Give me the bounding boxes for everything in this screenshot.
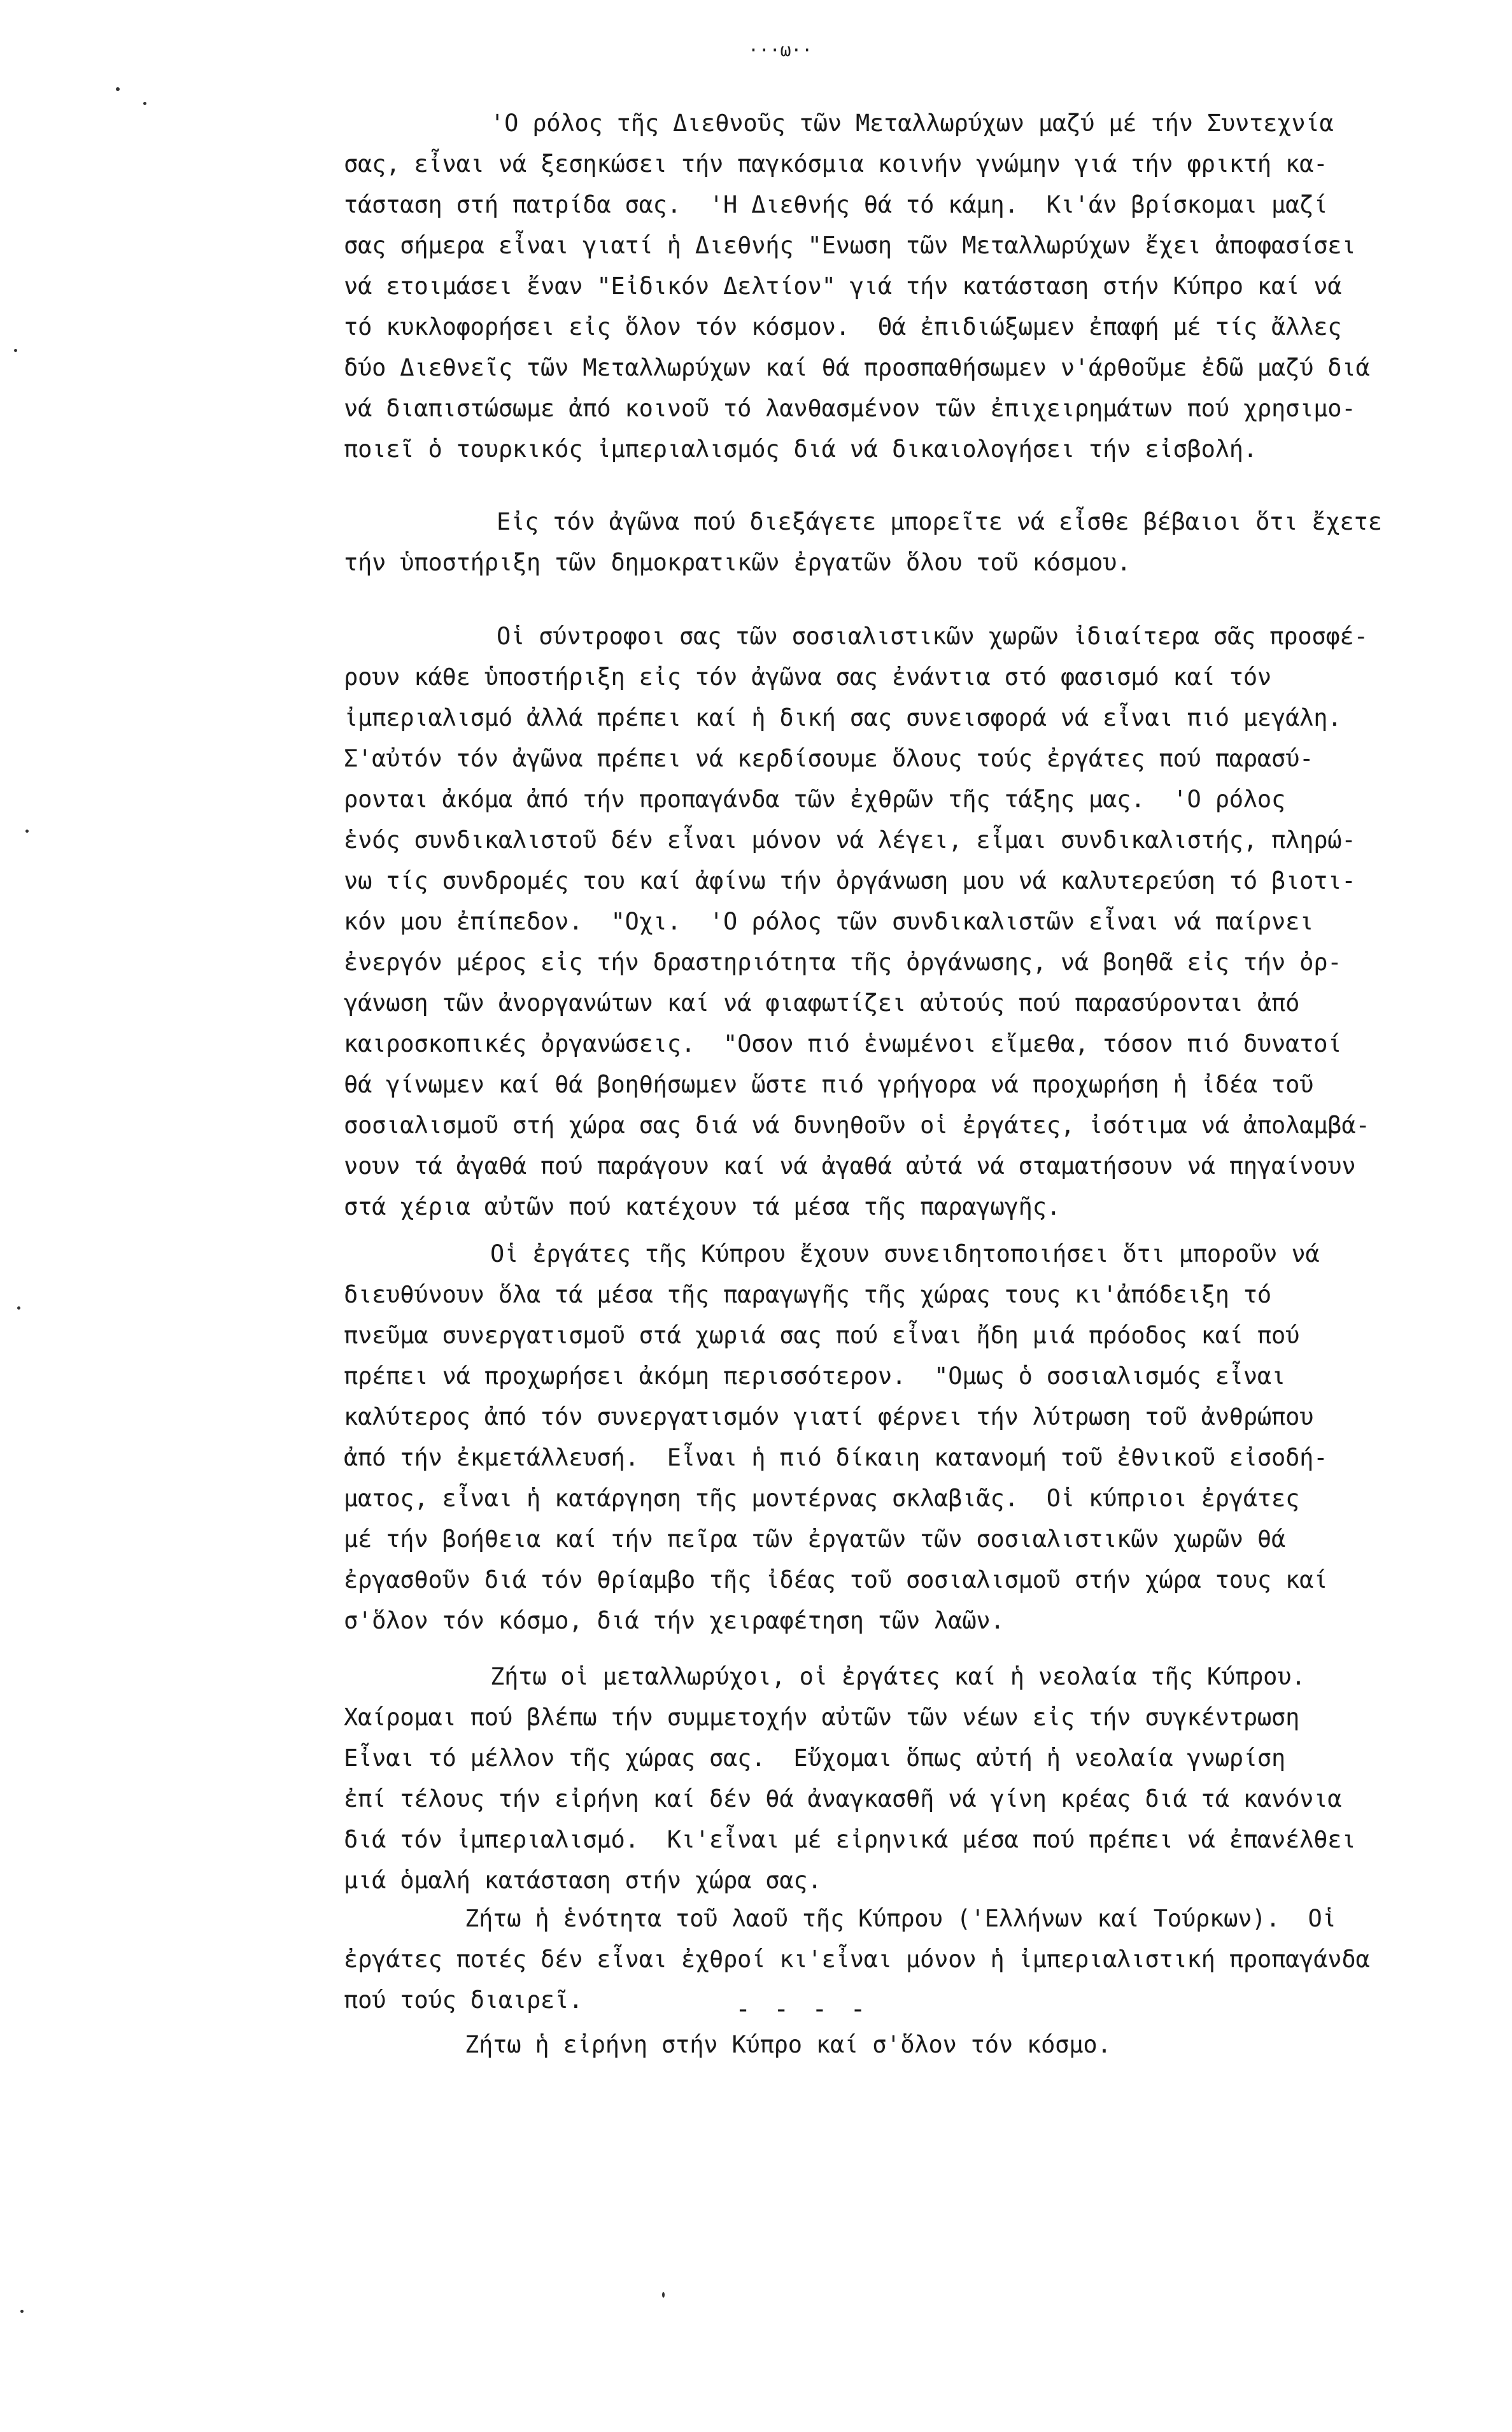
text-line: Οἱ ἐργάτες τῆς Κύπρου ἔχουν συνειδητοποιήσει ὅτι μποροῦν νά — [490, 1240, 1320, 1268]
scan-speck — [116, 87, 120, 91]
text-line: ἐπί τέλους τήν εἰρήνη καί δέν θά ἀναγκασθῆ νά γίνη κρέας διά τά κανόνια — [344, 1785, 1342, 1813]
text-line: καλύτερος ἀπό τόν συνεργατισμόν γιατί φέρνει τήν λύτρωση τοῦ ἀνθρώπου — [344, 1403, 1314, 1431]
text-line: ἐργασθοῦν διά τόν θρίαμβο τῆς ἰδέας τοῦ σοσιαλισμοῦ στήν χώρα τους καί — [344, 1566, 1328, 1594]
text-line: ἰμπεριαλισμό ἀλλά πρέπει καί ἡ δική σας συνεισφορά νά εἶναι πιό μεγάλη. — [344, 704, 1342, 732]
paragraph — [344, 616, 1490, 1227]
text-line: πού τούς διαιρεῖ. — [344, 1986, 583, 2014]
text-line: σας, εἶναι νά ξεσηκώσει τήν παγκόσμια κοινήν γνώμην γιά τήν φρικτή κα- — [344, 150, 1328, 178]
text-line: ρονται ἀκόμα ἀπό τήν προπαγάνδα τῶν ἐχθρῶν τῆς τάξης μας. 'Ο ρόλος — [344, 786, 1286, 813]
paragraph — [344, 502, 1490, 583]
scan-speck — [662, 2292, 665, 2298]
text-line: νω τίς συνδρομές του καί ἀφίνω τήν ὀργάνωση μου νά καλυτερεύση τό βιοτι- — [344, 867, 1356, 894]
text-line: μέ τήν βοήθεια καί τήν πεῖρα τῶν ἐργατῶν τῶν σοσιαλιστικῶν χωρῶν θά — [344, 1525, 1286, 1553]
text-line: σας σήμερα εἶναι γιατί ἡ Διεθνής "Ενωση τῶν Μεταλλωρύχων ἔχει ἀποφασίσει — [344, 232, 1356, 259]
text-line: σοσιαλισμοῦ στή χώρα σας διά νά δυνηθοῦν οἱ ἐργάτες, ἰσότιμα νά ἀπολαμβά- — [344, 1112, 1370, 1139]
text-line: διευθύνουν ὅλα τά μέσα τῆς παραγωγῆς τῆς χώρας τους κι'ἀπόδειξη τό — [344, 1281, 1272, 1308]
text-line: ρουν κάθε ὑποστήριξη εἰς τόν ἀγῶνα σας ἐνάντια στό φασισμό καί τόν — [344, 663, 1272, 691]
text-line: Εἰς τόν ἀγῶνα πού διεξάγετε μπορεῖτε νά εἶσθε βέβαιοι ὅτι ἔχετε — [497, 508, 1382, 535]
text-line: πρέπει νά προχωρήσει ἀκόμη περισσότερον. "Ομως ὁ σοσιαλισμός εἶναι — [344, 1362, 1286, 1390]
paragraph — [344, 2025, 1490, 2065]
text-line: Χαίρομαι πού βλέπω τήν συμμετοχήν αὐτῶν τῶν νέων εἰς τήν συγκέντρωση — [344, 1704, 1300, 1731]
text-line: πνεῦμα συνεργατισμοῦ στά χωριά σας πού εἶναι ἤδη μιά πρόοδος καί πού — [344, 1322, 1300, 1349]
text-line: διά τόν ἰμπεριαλισμό. Κι'εἶναι μέ εἰρηνικά μέσα πού πρέπει νά ἐπανέλθει — [344, 1826, 1356, 1853]
text-line: νά διαπιστώσωμε ἀπό κοινοῦ τό λανθασμένον τῶν ἐπιχειρημάτων πού χρησιμο- — [344, 395, 1356, 422]
text-line: καιροσκοπικές ὀργανώσεις. "Οσον πιό ἑνωμένοι εἴμεθα, τόσον πιό δυνατοί — [344, 1030, 1342, 1057]
text-line: γάνωση τῶν ἀνοργανώτων καί νά φιαφωτίζει αὐτούς πού παρασύρονται ἀπό — [344, 989, 1300, 1017]
text-line: τό κυκλοφορήσει εἰς ὅλον τόν κόσμον. Θά ἐπιδιώξωμεν ἐπαφή μέ τίς ἄλλες — [344, 313, 1342, 341]
paragraph — [344, 1898, 1490, 2021]
text-line: Σ'αὐτόν τόν ἀγῶνα πρέπει νά κερδίσουμε ὅλους τούς ἐργάτες πού παρασύ- — [344, 745, 1314, 772]
text-line: νουν τά ἀγαθά πού παράγουν καί νά ἀγαθά αὐτά νά σταματήσουν νά πηγαίνουν — [344, 1152, 1356, 1180]
text-line: κόν μου ἐπίπεδον. "Οχι. 'Ο ρόλος τῶν συνδικαλιστῶν εἶναι νά παίρνει — [344, 908, 1314, 935]
paragraph — [344, 1234, 1490, 1641]
text-line: στά χέρια αὐτῶν πού κατέχουν τά μέσα τῆς παραγωγῆς. — [344, 1193, 1061, 1220]
text-line: ἑνός συνδικαλιστοῦ δέν εἶναι μόνον νά λέγει, εἶμαι συνδικαλιστής, πληρώ- — [344, 826, 1356, 854]
text-line: Ζήτω ἡ εἰρήνη στήν Κύπρο καί σ'ὅλον τόν κόσμο. — [465, 2031, 1112, 2058]
text-line: Οἱ σύντροφοι σας τῶν σοσιαλιστικῶν χωρῶν ἰδιαίτερα σᾶς προσφέ- — [497, 623, 1368, 650]
text-line: ἐργάτες ποτές δέν εἶναι ἐχθροί κι'εἶναι μόνον ἡ ἰμπεριαλιστική προπαγάνδα — [344, 1946, 1370, 1973]
text-line: τήν ὑποστήριξη τῶν δημοκρατικῶν ἐργατῶν ὅλου τοῦ κόσμου. — [344, 549, 1131, 576]
text-line: Ζήτω ἡ ἑνότητα τοῦ λαοῦ τῆς Κύπρου ('Ελλήνων καί Τούρκων). Οἱ — [465, 1905, 1336, 1932]
scan-speck — [25, 830, 29, 833]
text-line: 'Ο ρόλος τῆς Διεθνοῦς τῶν Μεταλλωρύχων μαζύ μέ τήν Συντεχνία — [490, 110, 1334, 137]
text-line: δύο Διεθνεῖς τῶν Μεταλλωρύχων καί θά προσπαθήσωμεν ν'άρθοῦμε ἐδῶ μαζύ διά — [344, 354, 1370, 381]
text-line: ἀπό τήν ἐκμετάλλευσή. Εἶναι ἡ πιό δίκαιη κατανομή τοῦ ἐθνικοῦ εἰσοδή- — [344, 1444, 1328, 1471]
scan-speck — [17, 1306, 20, 1310]
text-line: Ζήτω οἱ μεταλλωρύχοι, οἱ ἐργάτες καί ἡ νεολαία τῆς Κύπρου. — [490, 1663, 1306, 1690]
text-line: σ'ὅλον τόν κόσμο, διά τήν χειραφέτηση τῶν λαῶν. — [344, 1607, 1005, 1634]
text-line: μιά ὁμαλή κατάσταση στήν χώρα σας. — [344, 1867, 822, 1894]
paragraph — [344, 1657, 1490, 1901]
scan-speck — [20, 2310, 24, 2313]
text-line: ποιεῖ ὁ τουρκικός ἰμπεριαλισμός διά νά δικαιολογήσει τήν εἰσβολή. — [344, 435, 1257, 463]
header-mark: ···ω·· — [748, 39, 813, 60]
text-line: ἐνεργόν μέρος εἰς τήν δραστηριότητα τῆς ὀργάνωσης, νά βοηθᾶ εἰς τήν ὀρ- — [344, 949, 1342, 976]
text-line: νά ετοιμάσει ἔναν "Εἰδικόν Δελτίον" γιά τήν κατάσταση στήν Κύπρο καί νά — [344, 272, 1342, 300]
scan-speck — [14, 349, 17, 352]
scan-speck — [143, 102, 146, 105]
text-line: ματος, εἶναι ἡ κατάργηση τῆς μοντέρνας σκλαβιᾶς. Οἱ κύπριοι ἐργάτες — [344, 1485, 1300, 1512]
text-line: θά γίνωμεν καί θά βοηθήσωμεν ὥστε πιό γρήγορα νά προχωρήση ἡ ἰδέα τοῦ — [344, 1071, 1314, 1098]
paragraph — [344, 103, 1490, 470]
text-line: τάσταση στή πατρίδα σας. 'Η Διεθνής θά τό κάμη. Κι'άν βρίσκομαι μαζί — [344, 191, 1328, 218]
text-line: Εἶναι τό μέλλον τῆς χώρας σας. Εὔχομαι ὅπως αὐτή ἡ νεολαία γνωρίση — [344, 1744, 1286, 1772]
ending-dash: - - - - — [735, 1995, 870, 2024]
